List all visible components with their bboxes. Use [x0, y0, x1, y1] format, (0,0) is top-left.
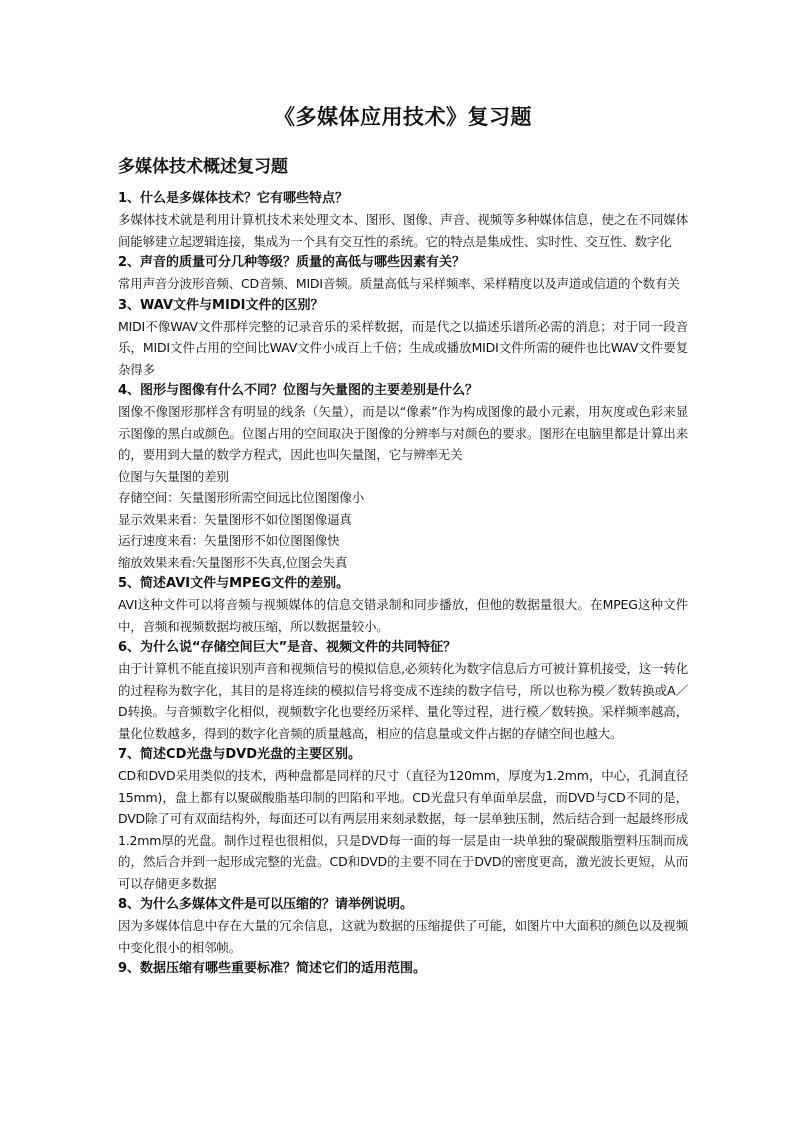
question-8: 8、为什么多媒体文件是可以压缩的？请举例说明。: [118, 897, 414, 912]
answer-6: 由于计算机不能直接识别声音和视频信号的模拟信息,必须转化为数字信息后方可被计算机接受，这一转化的过程称为数字化，其目的是将连续的模拟信号将变成不连续的数字信号，所以也称为模／数转换或A／D转换。与音频数字化相似，视频数字化也要经历采样、量化等过程，进行模／数转换。采样频率越高，量化位数越多，得到的数字化音频的质量越高，相应的信息量或文件占据的存储空间也越大。: [118, 661, 688, 741]
answer-8: 因为多媒体信息中存在大量的冗余信息，这就为数据的压缩提供了可能，如图片中大面积的颜色以及视频中变化很小的相邻帧。: [118, 918, 688, 955]
answer-4-line: 显示效果来看：矢量图形不如位图图像逼真: [118, 511, 352, 527]
question-7: 7、简述CD光盘与DVD光盘的主要区别。: [118, 747, 362, 762]
answer-3: MIDI不像WAV文件那样完整的记录音乐的采样数据，而是代之以描述乐谱所必需的消息；对于同一段音乐，MIDI文件占用的空间比WAV文件小成百上千倍；生成或播放MIDI文件所需的硬件也比WAV文件要复杂得多: [118, 318, 688, 377]
answer-2: 常用声音分波形音频、CD音频、MIDI音频。质量高低与采样频率、采样精度以及声道或信道的个数有关: [118, 276, 680, 291]
question-4: 4、图形与图像有什么不同？位图与矢量图的主要差别是什么？: [118, 383, 479, 398]
question-9: 9、数据压缩有哪些重要标准？简述它们的适用范围。: [118, 961, 427, 976]
answer-5: AVI这种文件可以将音频与视频媒体的信息交错录制和同步播放，但他的数据量很大。在MPEG这种文件中，音频和视频数据均被压缩，所以数据量较小。: [118, 597, 688, 634]
question-3: 3、WAV文件与MIDI文件的区别？: [118, 297, 324, 313]
answer-4-line: 运行速度来看：矢量图形不如位图图像快: [118, 533, 340, 548]
question-2: 2、声音的质量可分几种等级？质量的高低与哪些因素有关？: [118, 255, 466, 270]
answer-4-line: 缩放效果来看:矢量图形不失真,位图会失真: [118, 554, 348, 570]
question-1: 1、什么是多媒体技术？它有哪些特点？: [118, 191, 349, 206]
question-5: 5、简述AVI文件与MPEG文件的差别。: [118, 576, 350, 591]
answer-7: CD和DVD采用类似的技术，两种盘都是同样的尺寸（直径为120mm，厚度为1.2mm，中心，孔洞直径15mm)，盘上都有以聚碳酸脂基印制的凹陷和平地。CD光盘只有单面单层盘，而DVD与CD不同的是，DVD除了可有双面结构外，每面还可以有两层用来刻录数据，每一层单独压制，然后结合到一起最终形成1.2mm厚的光盘。制作过程也很相似，只是DVD每一面的每一层是由一块单独的聚碳酸脂塑料压制而成的，然后合并到一起形成完整的光盘。CD和DVD的主要不同在于DVD的密度更高，激光波长更短，从而可以存储更多数据: [118, 768, 688, 891]
document-title: 《多媒体应用技术》复习题: [274, 105, 532, 129]
section-title: 多媒体技术概述复习题: [118, 157, 288, 177]
answer-4: 图像不像图形那样含有明显的线条（矢量），而是以“像素”作为构成图像的最小元素，用灰度或色彩来显示图像的黑白或颜色。位图占用的空间取决于图像的分辨率与对颜色的要求。图形在电脑里都是计算出来的，要用到大量的数学方程式，因此也叫矢量图，它与辨率无关: [118, 404, 688, 462]
document-page: [118, 100, 688, 979]
question-6: 6、为什么说“存储空间巨大”是音、视频文件的共同特征？: [118, 640, 457, 655]
answer-1: 多媒体技术就是利用计算机技术来处理文本、图形、图像、声音、视频等多种媒体信息，使之在不同媒体间能够建立起逻辑连接，集成为一个具有交互性的系统。它的特点是集成性、实时性、交互性、数字化: [118, 212, 688, 249]
answer-4-line: 位图与矢量图的差别: [118, 468, 229, 484]
answer-4-line: 存储空间：矢量图形所需空间远比位图图像小: [118, 490, 365, 505]
